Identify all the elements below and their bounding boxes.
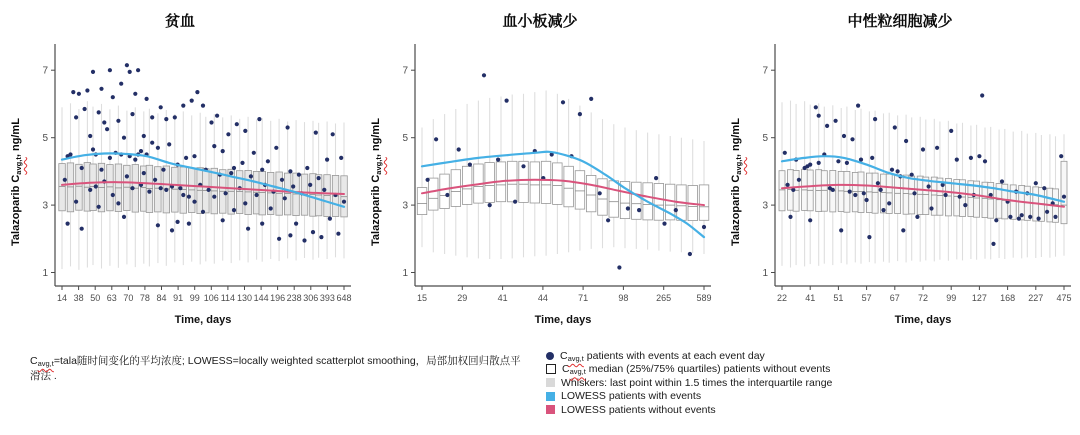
svg-text:72: 72 — [917, 293, 929, 303]
pink-square-icon — [546, 405, 555, 414]
svg-text:41: 41 — [805, 293, 816, 303]
svg-text:44: 44 — [537, 293, 548, 303]
svg-text:63: 63 — [106, 293, 117, 303]
svg-text:3: 3 — [762, 200, 768, 212]
svg-text:98: 98 — [618, 293, 629, 303]
svg-text:106: 106 — [203, 293, 219, 303]
svg-text:238: 238 — [286, 293, 302, 303]
svg-text:168: 168 — [1000, 293, 1016, 303]
svg-text:130: 130 — [236, 293, 253, 303]
svg-text:648: 648 — [336, 293, 352, 303]
panel-svg-2 — [720, 36, 1080, 336]
legend-label: LOWESS patients with events — [561, 390, 702, 403]
legend-item-whiskers — [546, 376, 832, 390]
legend-item-median-box — [546, 363, 832, 377]
y-axis-label-units: , ng/mL — [10, 118, 22, 158]
svg-text:3: 3 — [42, 200, 48, 212]
svg-text:1: 1 — [762, 268, 768, 279]
svg-text:57: 57 — [861, 293, 872, 303]
svg-text:1: 1 — [42, 268, 48, 279]
legend-label: Whiskers: last point within 1.5 times the interquartile range — [561, 376, 833, 389]
y-axis-label-units: , ng/mL — [370, 118, 382, 158]
y-axis-label-subscript: avg,t — [374, 157, 383, 175]
svg-text:7: 7 — [762, 65, 768, 77]
svg-text:78: 78 — [139, 293, 150, 303]
svg-text:84: 84 — [156, 293, 167, 303]
panel-neutropenia — [720, 0, 1080, 336]
legend-item-lowess-with-events — [546, 390, 832, 404]
y-axis-label — [370, 118, 382, 246]
y-axis-label-text: Talazoparib C — [10, 174, 22, 246]
svg-text:3: 3 — [402, 200, 408, 212]
svg-text:50: 50 — [90, 293, 101, 303]
svg-text:51: 51 — [833, 293, 844, 303]
svg-text:393: 393 — [319, 293, 335, 303]
svg-text:589: 589 — [696, 293, 712, 303]
legend-label: Cavg,t median (25%/75% quartiles) patients without events — [562, 363, 831, 377]
y-axis-label-text: Talazoparib C — [370, 174, 382, 246]
x-axis-label: Time, days — [174, 314, 232, 326]
svg-text:475: 475 — [1056, 293, 1072, 303]
panel-svg-0 — [0, 36, 360, 336]
svg-text:22: 22 — [776, 293, 788, 303]
panel-anemia — [0, 0, 360, 336]
y-axis-label — [730, 118, 742, 246]
svg-text:265: 265 — [656, 293, 672, 303]
y-axis-label-subscript: avg,t — [14, 157, 23, 175]
footnote-definition: =tala随时间变化的平均浓度; LOWESS=locally weighted scatterplot smoothing，局部加权回归散点平滑法 . — [30, 355, 521, 382]
svg-text:99: 99 — [189, 293, 200, 303]
legend-item-lowess-without-events — [546, 403, 832, 417]
panel-thrombocytopenia — [360, 0, 720, 336]
panel-title-neutropenia: 中性粒细胞减少 — [847, 13, 953, 30]
svg-text:15: 15 — [416, 293, 428, 303]
panel-svg-1 — [360, 36, 720, 336]
footnote-subscript: avg,t — [37, 359, 54, 368]
footnote-text: C — [30, 355, 38, 367]
footer — [0, 349, 1080, 417]
svg-text:1: 1 — [402, 268, 408, 279]
svg-text:127: 127 — [971, 293, 987, 303]
open-square-icon — [546, 364, 556, 374]
svg-text:114: 114 — [220, 293, 236, 303]
legend-label: LOWESS patients without events — [561, 403, 716, 416]
y-axis-label-text: Talazoparib C — [730, 174, 742, 246]
footnote — [30, 354, 528, 383]
svg-text:196: 196 — [270, 293, 286, 303]
svg-text:38: 38 — [73, 293, 84, 303]
svg-text:29: 29 — [457, 293, 468, 303]
svg-text:144: 144 — [253, 293, 269, 303]
y-axis-label-units: , ng/mL — [730, 118, 742, 158]
svg-text:5: 5 — [402, 133, 408, 145]
svg-text:70: 70 — [123, 293, 134, 303]
svg-text:7: 7 — [42, 65, 48, 77]
svg-text:227: 227 — [1028, 293, 1044, 303]
svg-text:99: 99 — [946, 293, 957, 303]
legend-item-events-dots — [546, 349, 832, 363]
svg-text:5: 5 — [42, 133, 48, 145]
svg-text:71: 71 — [578, 293, 589, 303]
legend-label: Cavg,t patients with events at each event day — [560, 349, 765, 363]
svg-text:7: 7 — [402, 65, 408, 77]
axes-group — [415, 44, 711, 286]
filled-circle-icon — [546, 352, 554, 360]
scatter-points-group — [783, 93, 1066, 246]
panel-title-anemia: 贫血 — [164, 13, 195, 30]
blue-square-icon — [546, 392, 555, 401]
axes-group — [775, 44, 1071, 286]
svg-text:14: 14 — [56, 293, 68, 303]
svg-text:41: 41 — [497, 293, 508, 303]
svg-text:5: 5 — [762, 133, 768, 145]
panel-title-thrombocytopenia: 血小板减少 — [502, 13, 578, 30]
svg-text:306: 306 — [303, 293, 319, 303]
legend — [546, 349, 832, 417]
y-axis-label-subscript: avg,t — [734, 157, 743, 175]
svg-text:67: 67 — [889, 293, 900, 303]
gray-square-icon — [546, 378, 555, 387]
y-axis-label — [10, 118, 22, 246]
svg-text:91: 91 — [173, 293, 184, 303]
x-axis-label: Time, days — [894, 314, 952, 326]
x-axis-label: Time, days — [534, 314, 592, 326]
